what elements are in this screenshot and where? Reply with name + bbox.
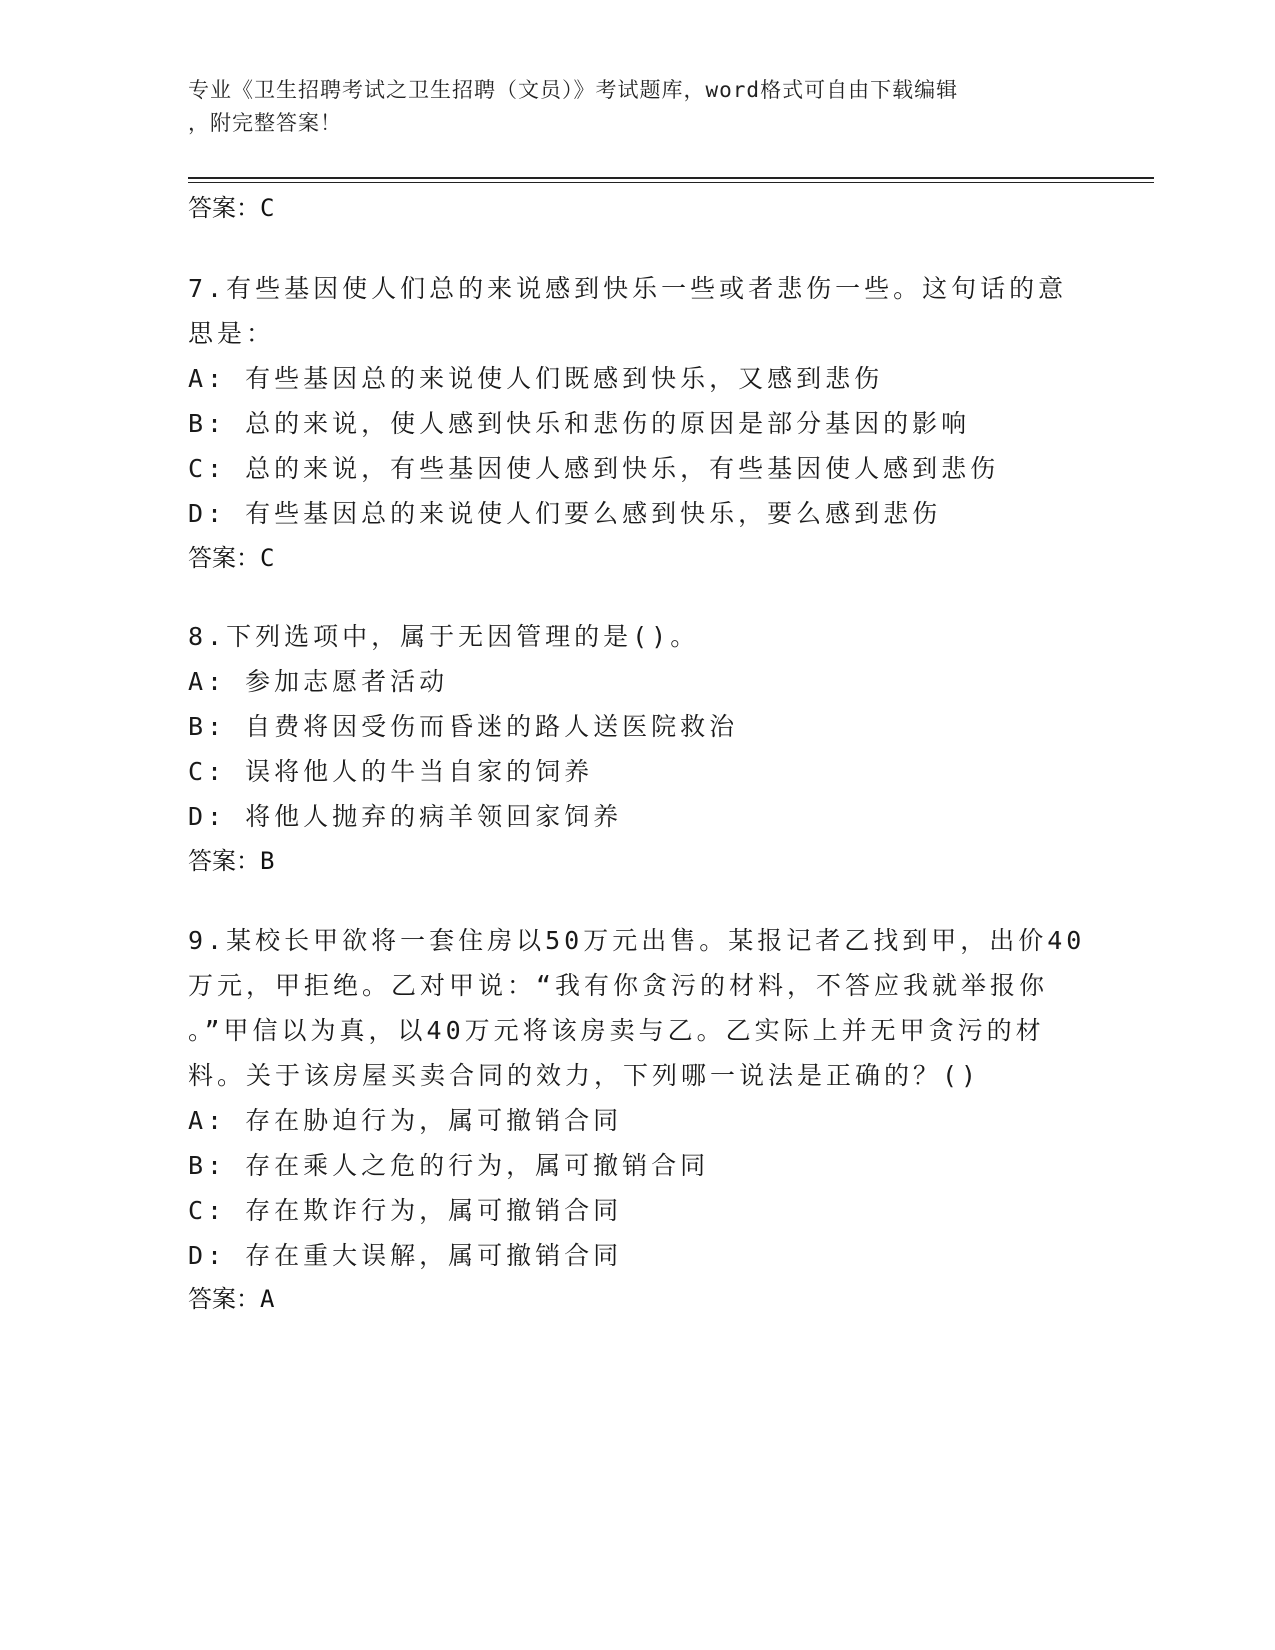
option-c: C: 总的来说，有些基因使人感到快乐，有些基因使人感到悲伤 — [188, 454, 1000, 483]
question-text-line: 思是： — [188, 319, 276, 348]
question-text-line: 8.下列选项中，属于无因管理的是()。 — [188, 622, 700, 651]
header-divider — [188, 177, 1154, 179]
answer-value: C — [260, 194, 275, 222]
answer-label: 答案： — [188, 1285, 260, 1313]
answer-value: C — [260, 544, 275, 572]
question-9 — [188, 918, 1085, 1278]
header-line-2: ，附完整答案！ — [188, 111, 342, 135]
answer-line-9 — [188, 1279, 274, 1314]
option-b: B: 总的来说，使人感到快乐和悲伤的原因是部分基因的影响 — [188, 409, 971, 438]
question-7 — [188, 266, 1067, 536]
answer-line-7 — [188, 538, 274, 573]
option-b: B: 存在乘人之危的行为，属可撤销合同 — [188, 1151, 710, 1180]
page-header — [188, 74, 1088, 140]
answer-value: B — [260, 847, 275, 875]
header-divider-thin — [188, 182, 1154, 183]
option-d: D: 将他人抛弃的病羊领回家饲养 — [188, 802, 623, 831]
question-text-line: 9.某校长甲欲将一套住房以50万元出售。某报记者乙找到甲，出价40 — [188, 926, 1086, 955]
answer-line-8 — [188, 841, 274, 876]
answer-label: 答案： — [188, 544, 260, 572]
answer-value: A — [260, 1285, 275, 1313]
option-b: B: 自费将因受伤而昏迷的路人送医院救治 — [188, 712, 739, 741]
question-text-line: 料。关于该房屋买卖合同的效力，下列哪一说法是正确的？() — [188, 1061, 981, 1090]
question-text-line: 。”甲信以为真，以40万元将该房卖与乙。乙实际上并无甲贪污的材 — [188, 1016, 1045, 1045]
option-c: C: 误将他人的牛当自家的饲养 — [188, 757, 594, 786]
answer-line-prev — [188, 188, 274, 223]
question-text-line: 万元，甲拒绝。乙对甲说：“我有你贪污的材料，不答应我就举报你 — [188, 971, 1049, 1000]
option-d: D: 有些基因总的来说使人们要么感到快乐，要么感到悲伤 — [188, 499, 942, 528]
option-a: A: 有些基因总的来说使人们既感到快乐，又感到悲伤 — [188, 364, 884, 393]
question-8 — [188, 614, 738, 839]
header-line-1: 专业《卫生招聘考试之卫生招聘（文员）》考试题库，word格式可自由下载编辑 — [188, 78, 959, 102]
option-a: A: 参加志愿者活动 — [188, 667, 449, 696]
option-d: D: 存在重大误解，属可撤销合同 — [188, 1241, 623, 1270]
question-text-line: 7.有些基因使人们总的来说感到快乐一些或者悲伤一些。这句话的意 — [188, 274, 1068, 303]
answer-label: 答案： — [188, 194, 260, 222]
option-c: C: 存在欺诈行为，属可撤销合同 — [188, 1196, 623, 1225]
answer-label: 答案： — [188, 847, 260, 875]
option-a: A: 存在胁迫行为，属可撤销合同 — [188, 1106, 623, 1135]
